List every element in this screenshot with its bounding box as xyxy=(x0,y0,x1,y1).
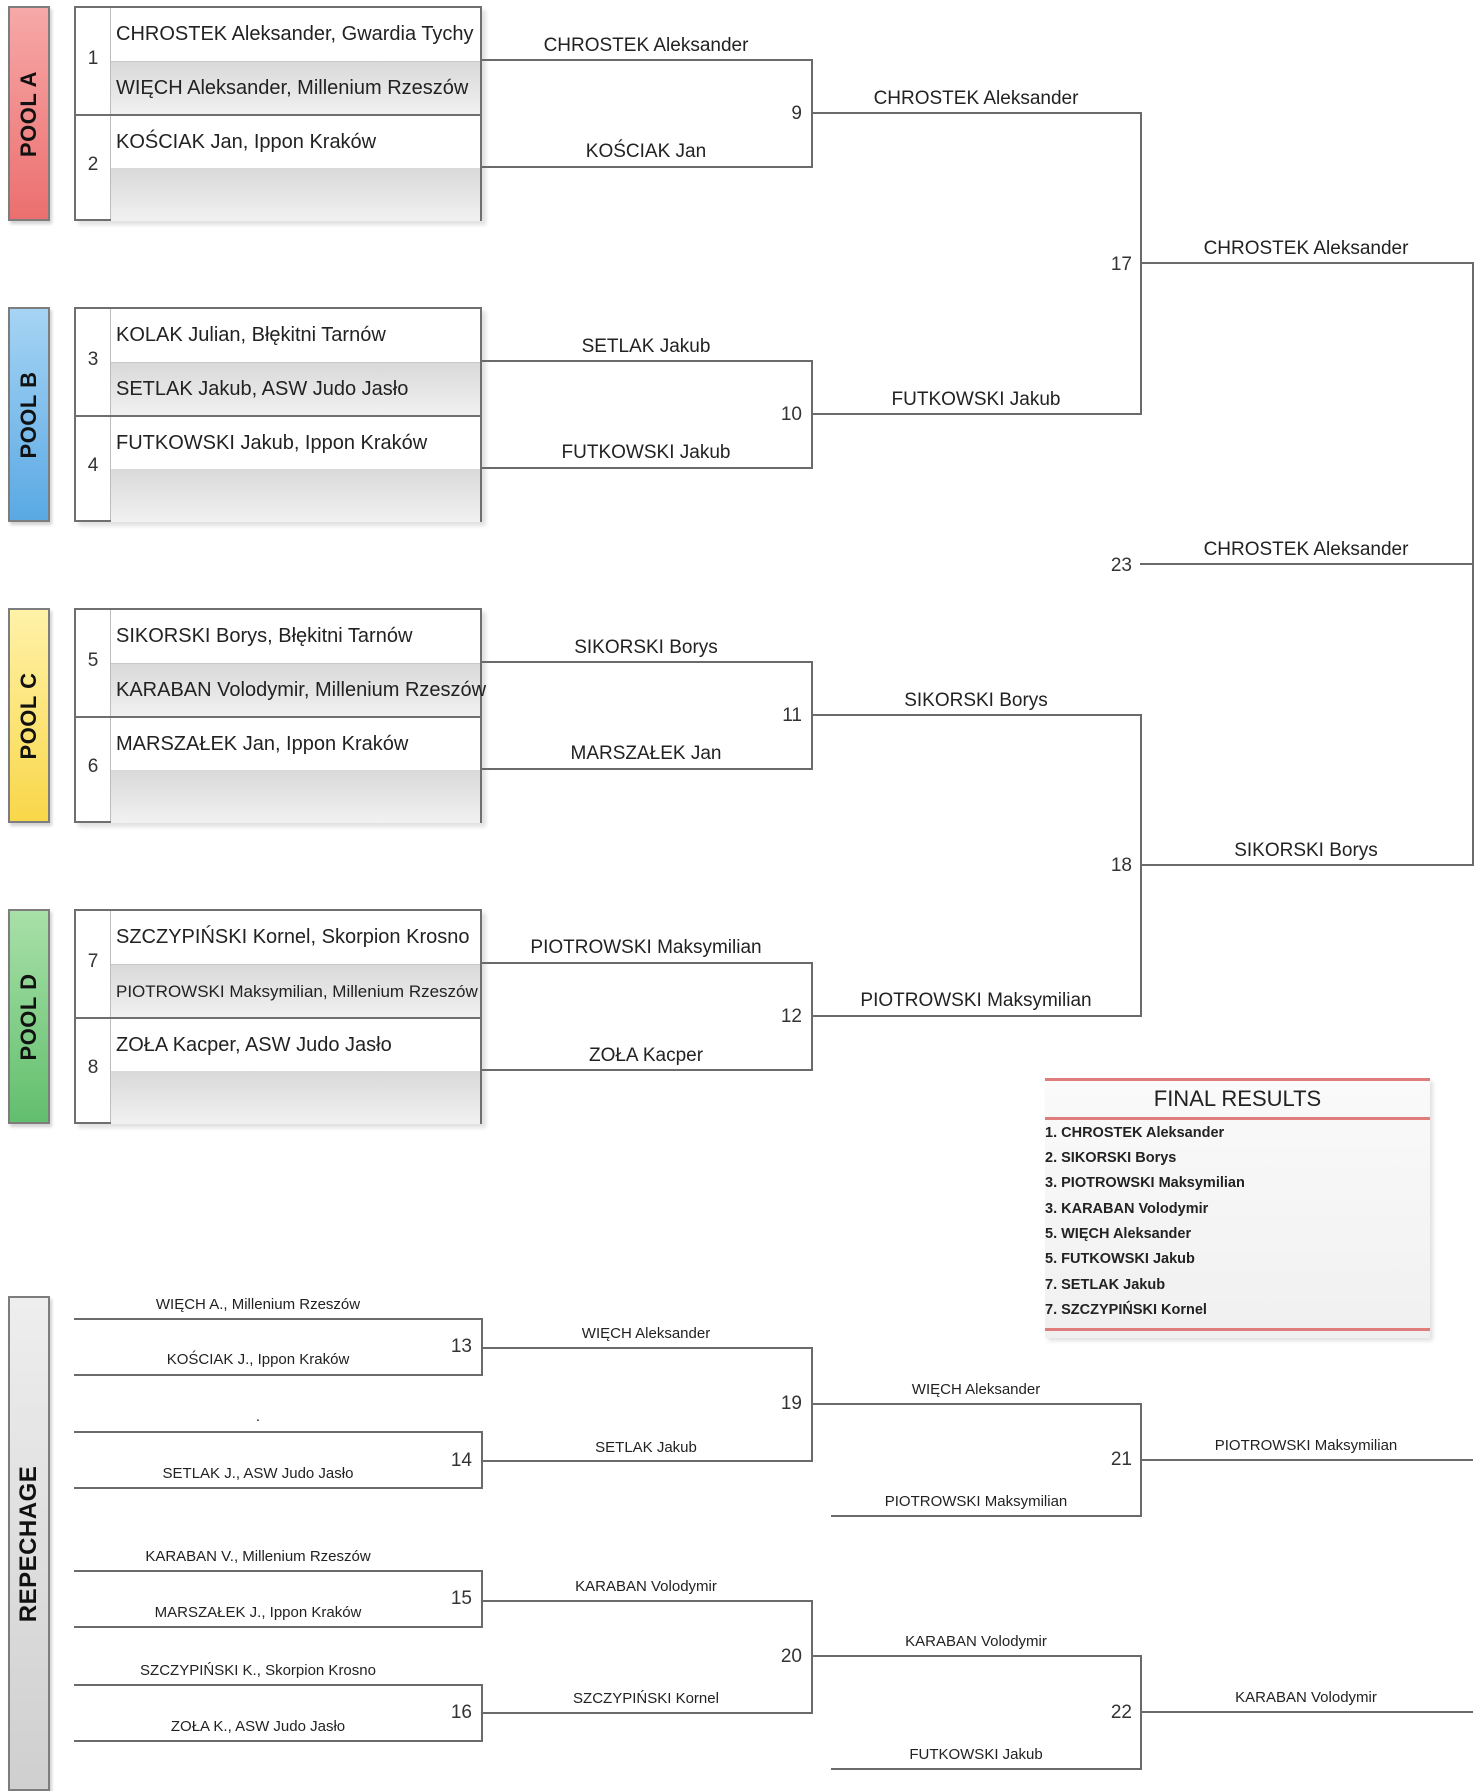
r1-winner-bottom: MARSZAŁEK Jan xyxy=(570,743,722,764)
result-item: 5. FUTKOWSKI Jakub xyxy=(1045,1251,1195,1267)
bracket-line xyxy=(1140,864,1473,866)
bracket-line xyxy=(811,1655,1142,1657)
bracket-line xyxy=(482,661,812,663)
pool-d-entry-4[interactable] xyxy=(111,1071,480,1124)
match-number: 9 xyxy=(791,103,802,124)
bracket-line xyxy=(74,1684,482,1686)
bracket-line xyxy=(482,360,812,362)
pool-b-tab xyxy=(8,307,50,522)
pool-c-label: POOL C xyxy=(16,672,41,759)
bracket-line xyxy=(74,1487,482,1489)
bracket-line xyxy=(481,1570,483,1628)
pool-b-entry-3[interactable]: FUTKOWSKI Jakub, Ippon Kraków xyxy=(116,432,428,454)
bracket-line xyxy=(482,768,812,770)
semi-winner: CHROSTEK Aleksander xyxy=(1203,238,1409,259)
pool-c-entry-3[interactable]: MARSZAŁEK Jan, Ippon Kraków xyxy=(116,733,409,755)
pool-a-entry-2[interactable]: WIĘCH Aleksander, Millenium Rzeszów xyxy=(111,62,480,115)
bronze-winner: KARABAN Volodymir xyxy=(1235,1689,1377,1706)
repechage-entry: . xyxy=(255,1408,261,1425)
pool-d-entry-1[interactable]: SZCZYPIŃSKI Kornel, Skorpion Krosno xyxy=(116,926,470,948)
pool-b-entry-1[interactable]: KOLAK Julian, Błękitni Tarnów xyxy=(116,324,386,346)
seed-number: 2 xyxy=(87,154,99,175)
pool-c-tab xyxy=(8,608,50,823)
r2-winner: SIKORSKI Borys xyxy=(904,690,1048,711)
pool-c-entry-4[interactable] xyxy=(111,770,480,823)
bracket-line xyxy=(482,59,812,61)
bracket-line xyxy=(811,112,1141,114)
r1-winner-top: PIOTROWSKI Maksymilian xyxy=(530,937,762,958)
match-number: 17 xyxy=(1110,254,1132,275)
pool-d-entry-3[interactable]: ZOŁA Kacper, ASW Judo Jasło xyxy=(116,1034,392,1056)
bracket-line xyxy=(811,714,1141,716)
bracket-line xyxy=(482,962,812,964)
r1-winner-top: SETLAK Jakub xyxy=(581,336,711,357)
bracket-line xyxy=(811,1600,813,1714)
bracket-line xyxy=(74,1374,482,1376)
seed-number: 7 xyxy=(87,951,99,972)
bronze-winner: PIOTROWSKI Maksymilian xyxy=(1214,1437,1398,1454)
seed-number: 4 xyxy=(87,455,99,476)
bracket-line xyxy=(811,1015,1141,1017)
bracket-line xyxy=(1140,563,1473,565)
repechage-entry: WIĘCH A., Millenium Rzeszów xyxy=(155,1296,361,1313)
semi-winner: SIKORSKI Borys xyxy=(1234,840,1378,861)
pool-b-box xyxy=(74,307,482,522)
final-results-panel xyxy=(1045,1078,1430,1338)
seed-number: 3 xyxy=(87,349,99,370)
bracket-line xyxy=(481,1712,812,1714)
result-item: 3. PIOTROWSKI Maksymilian xyxy=(1045,1175,1245,1191)
bracket-line xyxy=(74,1318,482,1320)
bracket-line xyxy=(831,1768,1142,1770)
bracket-line xyxy=(482,166,812,168)
r1-winner-top: CHROSTEK Aleksander xyxy=(543,35,749,56)
bracket-line xyxy=(74,1626,482,1628)
bracket-line xyxy=(811,1403,1142,1405)
match-number: 16 xyxy=(450,1702,472,1723)
pool-c-entry-1[interactable]: SIKORSKI Borys, Błękitni Tarnów xyxy=(116,625,413,647)
pool-d-entry-2[interactable]: PIOTROWSKI Maksymilian, Millenium Rzeszów xyxy=(111,965,480,1018)
result-item: 7. SETLAK Jakub xyxy=(1045,1277,1166,1293)
r2-winner: FUTKOWSKI Jakub xyxy=(891,389,1061,410)
pool-d-label: POOL D xyxy=(16,973,41,1060)
result-item: 3. KARABAN Volodymir xyxy=(1045,1201,1209,1217)
pool-d-tab xyxy=(8,909,50,1124)
repechage-entry: MARSZAŁEK J., Ippon Kraków xyxy=(154,1604,362,1621)
r1-winner-bottom: FUTKOWSKI Jakub xyxy=(561,442,731,463)
repechage-entry: SZCZYPIŃSKI K., Skorpion Krosno xyxy=(140,1662,376,1679)
result-item: 7. SZCZYPIŃSKI Kornel xyxy=(1045,1302,1207,1318)
r1-winner-top: SIKORSKI Borys xyxy=(574,637,718,658)
match-number: 14 xyxy=(450,1450,472,1471)
r1-winner-bottom: KOŚCIAK Jan xyxy=(585,141,707,162)
seed-number: 1 xyxy=(87,48,99,69)
final-winner: CHROSTEK Aleksander xyxy=(1203,539,1409,560)
bracket-line xyxy=(74,1740,482,1742)
bracket-line xyxy=(1140,262,1473,264)
bracket-line xyxy=(74,1570,482,1572)
seed-number: 5 xyxy=(87,650,99,671)
r1-winner-bottom: ZOŁA Kacper xyxy=(588,1045,704,1066)
bracket-line xyxy=(481,1460,812,1462)
repechage-crossover: PIOTROWSKI Maksymilian xyxy=(884,1493,1068,1510)
repechage-r1-winner: KARABAN Volodymir xyxy=(575,1578,717,1595)
seed-number: 8 xyxy=(87,1057,99,1078)
repechage-r1-winner: WIĘCH Aleksander xyxy=(581,1325,711,1342)
pool-c-box xyxy=(74,608,487,823)
repechage-r2-winner: KARABAN Volodymir xyxy=(905,1633,1047,1650)
seed-number: 6 xyxy=(87,756,99,777)
bracket-line xyxy=(481,1600,812,1602)
bracket-line xyxy=(482,1069,812,1071)
pool-a-entry-3[interactable]: KOŚCIAK Jan, Ippon Kraków xyxy=(116,131,377,153)
pool-c-entry-2[interactable]: KARABAN Volodymir, Millenium Rzeszów xyxy=(111,664,480,717)
match-number: 18 xyxy=(1110,855,1132,876)
repechage-entry: KOŚCIAK J., Ippon Kraków xyxy=(166,1351,350,1368)
pool-b-label: POOL B xyxy=(16,371,41,458)
match-number: 12 xyxy=(780,1006,802,1027)
pool-b-entry-2[interactable]: SETLAK Jakub, ASW Judo Jasło xyxy=(111,363,480,416)
r2-winner: PIOTROWSKI Maksymilian xyxy=(860,990,1092,1011)
bracket-line xyxy=(831,1515,1142,1517)
bracket-line xyxy=(1140,1711,1473,1713)
pool-b-entry-4[interactable] xyxy=(111,469,480,522)
repechage-tab xyxy=(8,1296,50,1791)
pool-a-label: POOL A xyxy=(16,70,41,157)
bracket-line xyxy=(1140,1459,1473,1461)
match-number: 13 xyxy=(450,1336,472,1357)
match-number: 10 xyxy=(780,404,802,425)
match-number: 23 xyxy=(1110,555,1132,576)
bracket-line xyxy=(811,413,1141,415)
match-number: 15 xyxy=(450,1588,472,1609)
pool-a-box xyxy=(74,6,482,221)
match-number: 11 xyxy=(782,705,802,726)
bracket-line xyxy=(74,1431,482,1433)
pool-a-tab xyxy=(8,6,50,221)
result-item: 1. CHROSTEK Aleksander xyxy=(1045,1125,1225,1141)
result-item: 5. WIĘCH Aleksander xyxy=(1045,1226,1192,1242)
repechage-crossover: FUTKOWSKI Jakub xyxy=(909,1746,1043,1763)
final-results-title: FINAL RESULTS xyxy=(1153,1086,1322,1111)
pool-d-box xyxy=(74,909,482,1124)
match-number: 20 xyxy=(780,1646,802,1667)
pool-a-entry-1[interactable]: CHROSTEK Aleksander, Gwardia Tychy xyxy=(116,23,474,45)
repechage-r1-winner: SZCZYPIŃSKI Kornel xyxy=(573,1690,719,1707)
match-number: 21 xyxy=(1110,1449,1132,1470)
match-number: 22 xyxy=(1110,1702,1132,1723)
repechage-r1-winner: SETLAK Jakub xyxy=(595,1439,697,1456)
bracket-line xyxy=(481,1347,812,1349)
pool-a-entry-4[interactable] xyxy=(111,168,480,221)
match-number: 19 xyxy=(780,1393,802,1414)
repechage-entry: ZOŁA K., ASW Judo Jasło xyxy=(170,1718,346,1735)
repechage-entry: KARABAN V., Millenium Rzeszów xyxy=(145,1548,371,1565)
repechage-entry: SETLAK J., ASW Judo Jasło xyxy=(162,1465,354,1482)
repechage-r2-winner: WIĘCH Aleksander xyxy=(911,1381,1041,1398)
result-item: 2. SIKORSKI Borys xyxy=(1045,1150,1177,1166)
r2-winner: CHROSTEK Aleksander xyxy=(873,88,1079,109)
repechage-label: REPECHAGE xyxy=(15,1465,42,1622)
bracket-line xyxy=(482,467,812,469)
